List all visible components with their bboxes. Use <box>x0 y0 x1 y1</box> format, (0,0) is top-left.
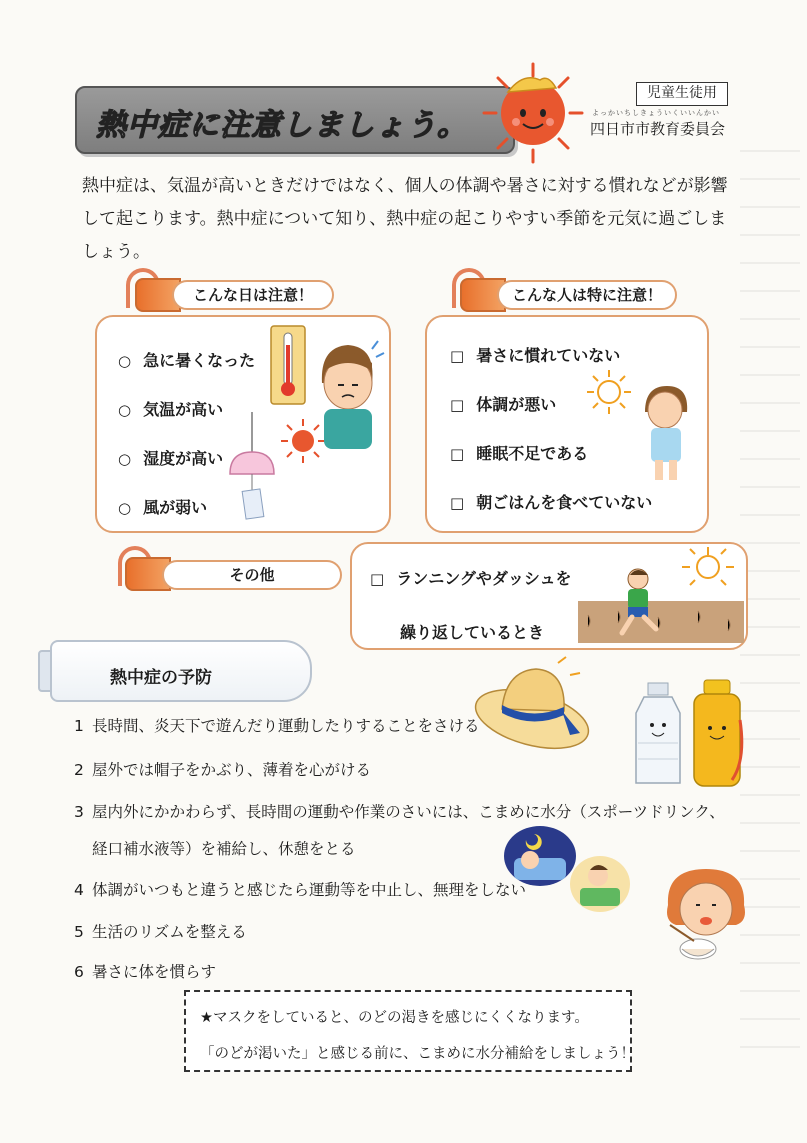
thermometer-icon <box>270 325 306 405</box>
checkbox-marker: □ <box>450 494 465 512</box>
prevention-text: 経口補水液等）を補給し、休憩をとる <box>92 840 356 858</box>
prevention-text: 生活のリズムを整える <box>92 923 247 941</box>
other-item-cont <box>400 620 544 643</box>
people-item <box>450 441 588 464</box>
prevention-item <box>74 878 526 900</box>
mask-note-box <box>184 990 635 1072</box>
circle-marker: ○ <box>118 499 132 517</box>
circle-marker: ○ <box>118 401 132 419</box>
water-bottle-icon <box>630 683 686 787</box>
intro-line-2: して起こります。熱中症について知り、熱中症の起こりやすい季節を元気に過ごしま <box>82 209 727 229</box>
other-item-line-2: 繰り返しているとき <box>400 623 545 642</box>
boy-sweating-icon <box>310 335 386 450</box>
other-heading-text: その他 <box>229 566 275 584</box>
other-item <box>370 566 572 589</box>
days-item-label: 湿度が高い <box>143 449 224 468</box>
running-boy-icon <box>578 545 746 647</box>
prevention-item <box>74 800 725 822</box>
days-item-label: 風が弱い <box>143 498 208 517</box>
people-item-label: 暑さに慣れていない <box>476 346 621 365</box>
prevention-text: 屋内外にかかわらず、長時間の運動や作業のさいには、こまめに水分（スポーツドリンク、 <box>92 803 725 821</box>
days-heading-text: こんな日は注意！ <box>192 286 313 304</box>
prevention-item <box>74 920 247 942</box>
checkbox-marker: □ <box>450 347 465 365</box>
circle-marker: ○ <box>118 450 132 468</box>
people-heading-text: こんな人は特に注意！ <box>511 286 662 304</box>
days-item-label: 気温が高い <box>143 400 224 419</box>
people-item-label: 朝ごはんを食べていない <box>476 493 653 512</box>
other-item-line-1: ランニングやダッシュを <box>396 569 572 588</box>
days-item <box>118 495 207 518</box>
other-heading <box>162 560 342 590</box>
straw-hat-icon <box>470 655 592 751</box>
note-line-1: ★マスクをしていると、のどの渇きを感じにくくなります。 <box>200 1010 589 1026</box>
prevention-num: 3 <box>74 803 84 821</box>
prevention-text: 体調がいつもと違うと感じたら運動等を中止し、無理をしない <box>92 881 527 899</box>
prevention-text: 屋外では帽子をかぶり、薄着を心がける <box>92 761 372 779</box>
prevention-num: 4 <box>74 881 84 899</box>
girl-dizzy-icon <box>585 368 697 483</box>
prevention-item <box>74 714 480 736</box>
intro-line-3: しょう。 <box>82 242 150 262</box>
note-line-2: 「のどが渇いた」と感じる前に、こまめに水分補給をしましょう！ <box>200 1046 635 1062</box>
people-item <box>450 343 620 366</box>
checkbox-marker: □ <box>450 445 465 463</box>
issuer-ruby: よっかいちしきょういくいいんかい <box>592 109 720 117</box>
intro-line-1: 熱中症は、気温が高いときだけではなく、個人の体調や暑さに対する慣れなどが影響 <box>82 176 728 196</box>
people-item <box>450 490 652 513</box>
days-item <box>118 446 223 469</box>
sleeping-child-icon <box>500 820 630 916</box>
circle-marker: ○ <box>118 352 132 370</box>
intro-paragraph <box>82 170 742 269</box>
prevention-item <box>74 960 216 982</box>
people-heading <box>497 280 677 310</box>
wind-chime-icon <box>222 412 282 522</box>
eating-girl-icon <box>660 865 752 965</box>
days-item <box>118 348 255 371</box>
checkbox-marker: □ <box>370 570 385 588</box>
people-item-label: 睡眠不足である <box>476 444 589 463</box>
prevention-item <box>74 758 371 780</box>
people-item <box>450 392 556 415</box>
prevention-num: 5 <box>74 923 84 941</box>
days-item <box>118 397 223 420</box>
page-title: 熱中症に注意しましょう。 <box>96 108 468 143</box>
prevention-item <box>74 837 356 859</box>
prevention-text: 長時間、炎天下で遊んだり運動したりすることをさける <box>92 717 480 735</box>
prevention-num: 2 <box>74 761 84 779</box>
prevention-num: 6 <box>74 963 84 981</box>
canteen-icon <box>690 680 746 790</box>
people-item-label: 体調が悪い <box>476 395 557 414</box>
audience-tag: 児童生徒用 <box>636 82 728 106</box>
checkbox-marker: □ <box>450 396 465 414</box>
days-item-label: 急に暑くなった <box>143 351 256 370</box>
sun-mascot-icon <box>478 58 588 168</box>
prevention-text: 暑さに体を慣らす <box>92 963 217 981</box>
prevention-num: 1 <box>74 717 84 735</box>
prevention-heading: 熱中症の予防 <box>110 668 212 688</box>
issuer-name: 四日市市教育委員会 <box>590 120 726 138</box>
days-heading <box>172 280 334 310</box>
